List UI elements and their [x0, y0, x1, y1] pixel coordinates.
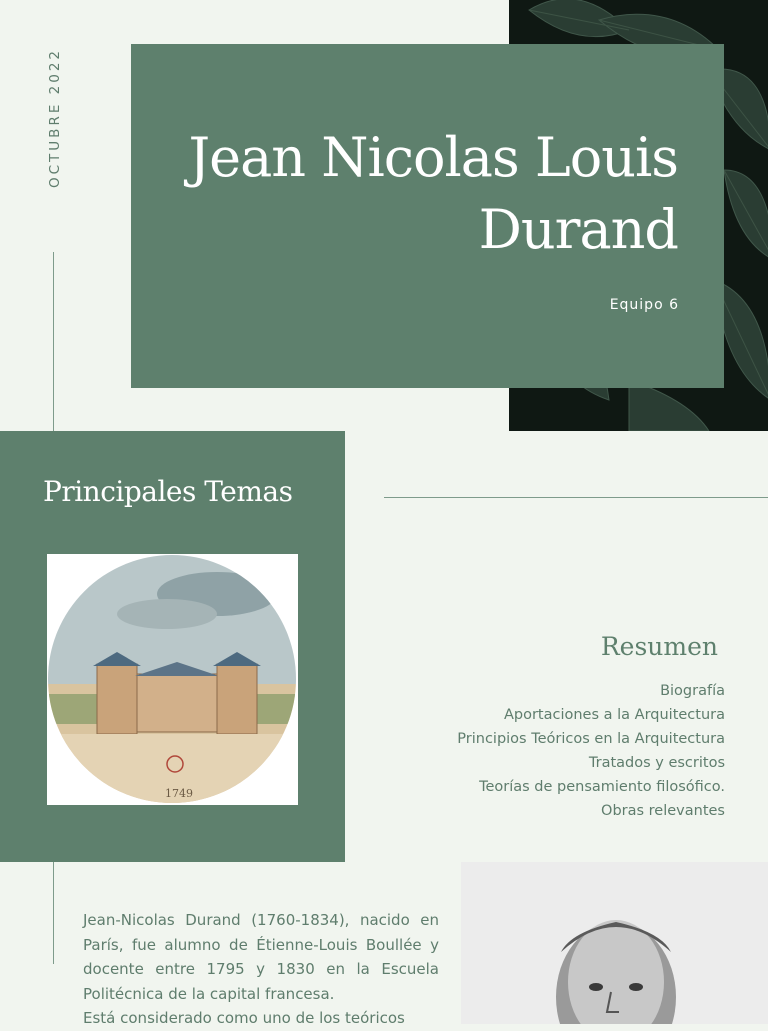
divider-left-lower: [53, 862, 54, 964]
title-line-2: Durand: [478, 198, 678, 261]
list-item: Principios Teóricos en la Arquitectura: [457, 731, 725, 747]
list-item: Teorías de pensamiento filosófico.: [479, 779, 725, 795]
date-text: OCTUBRE 2022: [47, 47, 63, 188]
title-line-1: Jean Nicolas Louis: [188, 126, 678, 189]
list-item: Aportaciones a la Arquitectura: [503, 707, 725, 723]
divider-horizontal: [384, 497, 768, 498]
biography-paragraph-2: Está considerado como uno de los teóricos: [83, 1009, 405, 1027]
list-item: Tratados y escritos: [588, 755, 725, 771]
page-title: [189, 122, 679, 266]
resumen-list: [457, 679, 725, 823]
topics-panel: [0, 431, 345, 862]
list-item: Biografía: [660, 683, 725, 699]
list-item: Obras relevantes: [601, 803, 725, 819]
topics-heading: Principales Temas: [43, 475, 293, 508]
chateau-painting-image: [47, 554, 298, 805]
resumen-heading: Resumen: [600, 632, 718, 661]
team-label: Equipo 6: [609, 297, 679, 313]
durand-portrait-image: [461, 862, 768, 1024]
date-vertical-label: [29, 40, 81, 195]
painting-date-mark: 1749: [165, 787, 193, 800]
biography-paragraph-1: Jean-Nicolas Durand (1760-1834), nacido en París, fue alumno de Étienne-Louis Boullée y docente entre 1795 y 1830 en la Escuela Politécnica de la capital francesa.: [83, 911, 439, 1003]
biography-text: [83, 908, 439, 1031]
title-panel: [131, 44, 724, 388]
divider-left-upper: [53, 252, 54, 431]
